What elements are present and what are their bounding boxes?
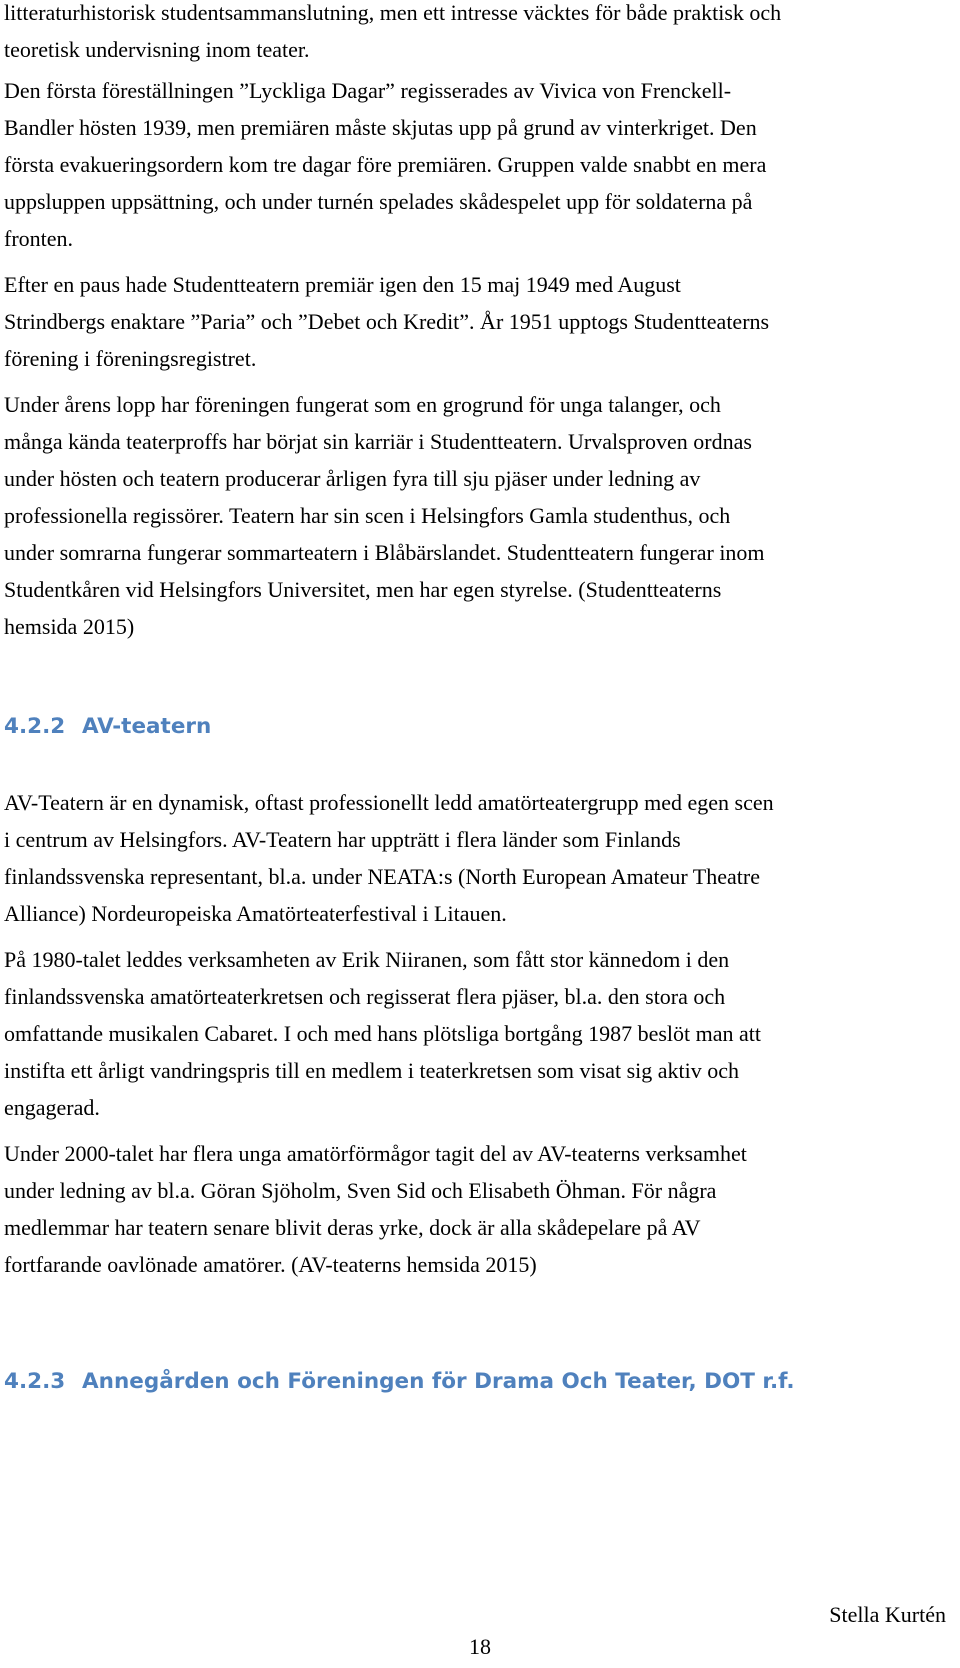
av-paragraph-1 [4,784,944,932]
section-number: 4.2.2 [4,714,66,739]
text-line: litteraturhistorisk studentsammanslutning, men ett intresse väcktes för både praktisk och [4,0,782,25]
text-line: finlandssvenska representant, bl.a. under NEATA:s (North European Amateur Theatre [4,864,760,889]
body-paragraph-1 [4,0,944,68]
text-line: engagerad. [4,1095,100,1120]
text-line: under hösten och teatern producerar årligen fyra till sju pjäser under ledning av [4,466,701,491]
text-line: under somrarna fungerar sommarteatern i Blåbärslandet. Studentteatern fungerar inom [4,540,765,565]
section-number: 4.2.3 [4,1369,66,1394]
text-line: hemsida 2015) [4,614,135,639]
text-line: AV-Teatern är en dynamisk, oftast professionellt ledd amatörteatergrupp med egen scen [4,790,774,815]
body-paragraph-2 [4,72,944,257]
text-line: På 1980-talet leddes verksamheten av Erik Niiranen, som fått stor kännedom i den [4,947,730,972]
section-heading-4-2-2 [4,712,944,742]
text-line: omfattande musikalen Cabaret. I och med hans plötsliga bortgång 1987 beslöt man att [4,1021,761,1046]
text-line: första evakueringsordern kom tre dagar före premiären. Gruppen valde snabbt en mera [4,152,767,177]
text-line: Under årens lopp har föreningen fungerat som en grogrund för unga talanger, och [4,392,721,417]
av-paragraph-2 [4,941,944,1126]
section-heading-4-2-3 [4,1367,944,1397]
text-line: finlandssvenska amatörteaterkretsen och regisserat flera pjäser, bl.a. den stora och [4,984,726,1009]
text-line: Den första föreställningen ”Lyckliga Dagar” regisserades av Vivica von Frenckell- [4,78,732,103]
text-line: teoretisk undervisning inom teater. [4,37,310,62]
page-content [4,0,944,1397]
body-paragraph-3 [4,266,944,377]
text-line: uppsluppen uppsättning, och under turnén spelades skådespelet upp för soldaterna på [4,189,753,214]
text-line: under ledning av bl.a. Göran Sjöholm, Sven Sid och Elisabeth Öhman. För några [4,1178,717,1203]
page-number: 18 [469,1634,491,1659]
text-line: fortfarande oavlönade amatörer. (AV-teaterns hemsida 2015) [4,1252,537,1277]
section-title: Annegården och Föreningen för Drama Och Teater, DOT r.f. [82,1369,795,1394]
text-line: Strindbergs enaktare ”Paria” och ”Debet och Kredit”. År 1951 upptogs Studentteaterns [4,309,770,334]
text-line: Under 2000-talet har flera unga amatörförmågor tagit del av AV-teaterns verksamhet [4,1141,747,1166]
text-line: Alliance) Nordeuropeiska Amatörteaterfestival i Litauen. [4,901,507,926]
text-line: Efter en paus hade Studentteatern premiär igen den 15 maj 1949 med August [4,272,681,297]
text-line: Bandler hösten 1939, men premiären måste skjutas upp på grund av vinterkriget. Den [4,115,757,140]
text-line: professionella regissörer. Teatern har sin scen i Helsingfors Gamla studenthus, och [4,503,731,528]
text-line: många kända teaterproffs har börjat sin karriär i Studentteatern. Urvalsproven ordnas [4,429,752,454]
section-title: AV-teatern [82,714,212,739]
body-paragraph-4 [4,386,944,645]
text-line: instifta ett årligt vandringspris till en medlem i teaterkretsen som visat sig aktiv och [4,1058,740,1083]
text-line: fronten. [4,226,74,251]
text-line: förening i föreningsregistret. [4,346,257,371]
text-line: i centrum av Helsingfors. AV-Teatern har uppträtt i flera länder som Finlands [4,827,681,852]
text-line: medlemmar har teatern senare blivit deras yrke, dock är alla skådepelare på AV [4,1215,701,1240]
text-line: Studentkåren vid Helsingfors Universitet, men har egen styrelse. (Studentteaterns [4,577,722,602]
av-paragraph-3 [4,1135,944,1283]
author-name: Stella Kurtén [829,1602,946,1627]
